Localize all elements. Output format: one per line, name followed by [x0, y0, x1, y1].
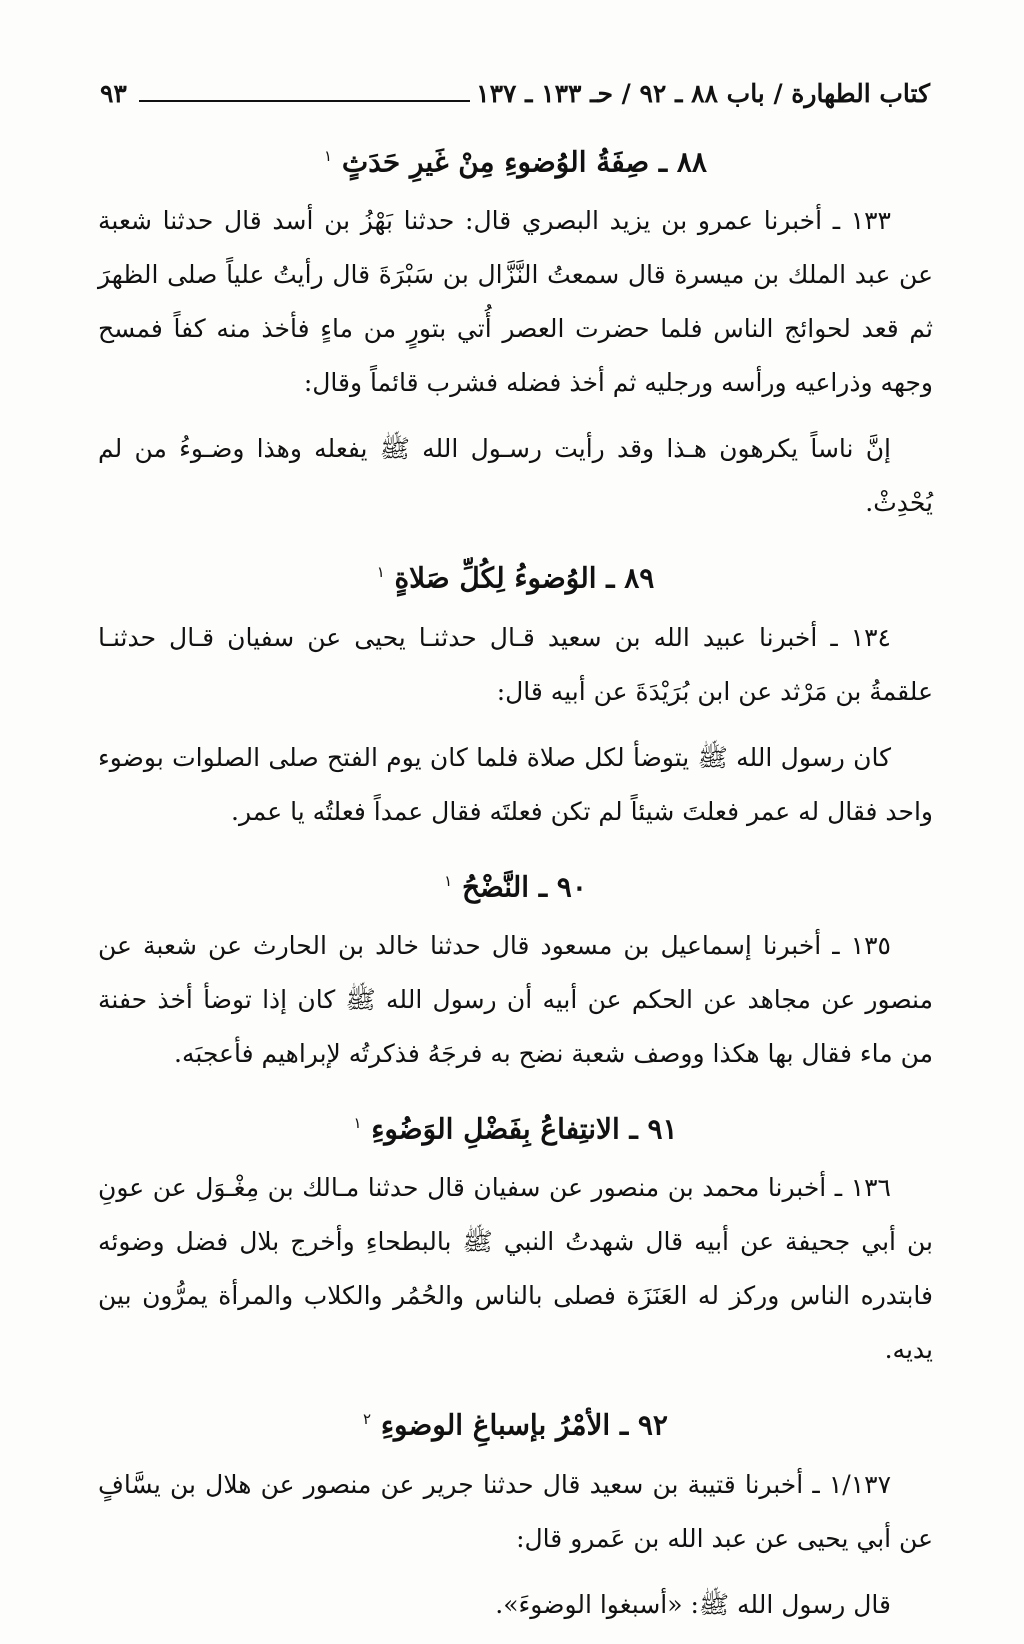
- hadith-137-matn: قال رسول الله ﷺ: «أسبغوا الوضوءَ».: [495, 1589, 891, 1619]
- page-body: [98, 126, 933, 1644]
- section-heading-91: ٩١ ـ الانتِفاعُ بِفَضْلِ الوَضُوءِ $^١$: [353, 1112, 678, 1146]
- hadith-133-isnad: ١٣٣ ـ أخبرنا عمرو بن يزيد البصري قال: حدثنا بَهْزُ بن أسد قال حدثنا شعبة عن عبد الملك بن ميسرة قال سمعتُ النَّزَّال بن سَبْرَةَ قال رأيتُ علياً صلى الظهرَ ثم قعد لحوائج الناس فلما حضرت العصر أُتي بتورٍ من ماءٍ فأخذ منه كفاً فمسح وجهه وذراعيه ورأسه ورجليه ثم أخذ فضله فشرب قائماً وقال:: [98, 206, 933, 398]
- section-heading-92: ٩٢ ـ الأمْرُ بإسباغِ الوضوءِ $^٢$: [363, 1408, 668, 1442]
- hadith-133-matn: إنَّ ناساً يكرهون هـذا وقد رأيت رسـول الله ﷺ يفعله وهذا وضـوءُ من لم يُحْدِثْ.: [98, 434, 933, 518]
- section-heading-88: ٨٨ ـ صِفَةُ الوُضوءِ مِنْ غَيرِ حَدَثٍ $^١$: [324, 145, 707, 179]
- running-title: كتاب الطهارة / باب ٨٨ ـ ٩٢ / حـ ١٣٣ ـ ١٣٧: [476, 79, 930, 108]
- section-heading-90: ٩٠ ـ النَّضْحُ $^١$: [444, 869, 587, 903]
- footnote-marker: ١: [376, 563, 385, 582]
- hadith-137-isnad: ١/١٣٧ ـ أخبرنا قتيبة بن سعيد قال حدثنا جرير عن منصور عن هلال بن يسَّافٍ عن أبي يحيى عن عبد الله بن عَمرو قال:: [98, 1469, 933, 1553]
- footnote-marker: ٢: [363, 1410, 372, 1429]
- page-header: [100, 72, 930, 108]
- hadith-135: ١٣٥ ـ أخبرنا إسماعيل بن مسعود قال حدثنا خالد بن الحارث عن شعبة عن منصور عن مجاهد عن الحكم عن أبيه أن رسول الله ﷺ كان إذا توضأ أخذ حفنة من ماء فقال بها هكذا ووصف شعبة نضح به فرجَهُ فذكرتُه لإبراهيم فأعجبَه.: [98, 930, 933, 1068]
- header-rule: [139, 100, 470, 102]
- section-heading-89: ٨٩ ـ الوُضوءُ لِكُلِّ صَلاةٍ $^١$: [376, 561, 655, 595]
- hadith-136: ١٣٦ ـ أخبرنا محمد بن منصور عن سفيان قال حدثنا مـالك بن مِغْـوَل عن عونِ بن أبي جحيفة عن أبيه قال شهدتُ النبي ﷺ بالبطحاءِ وأخرج بلال فضل وضوئه فابتدره الناس وركز له العَنَزَة فصلى بالناس والحُمُر والكلاب والمرأة يمرُّون بين يديه.: [98, 1173, 933, 1365]
- hadith-134-matn: كان رسول الله ﷺ يتوضأ لكل صلاة فلما كان يوم الفتح صلى الصلوات بوضوء واحد فقال له عمر فعلتَ شيئاً لم تكن فعلتَه فقال عمداً فعلتُه يا عمر.: [98, 742, 933, 826]
- footnote-marker: ١: [444, 871, 453, 890]
- footnote-marker: ١: [353, 1113, 362, 1132]
- page-number: ٩٣: [100, 79, 127, 108]
- hadith-134-isnad: ١٣٤ ـ أخبرنا عبيد الله بن سعيد قـال حدثنـا يحيى عن سفيان قـال حدثنـا علقمةُ بن مَرْثد عن ابن بُرَيْدَةَ عن أبيه قال:: [98, 622, 933, 706]
- footnote-marker: ١: [324, 147, 333, 165]
